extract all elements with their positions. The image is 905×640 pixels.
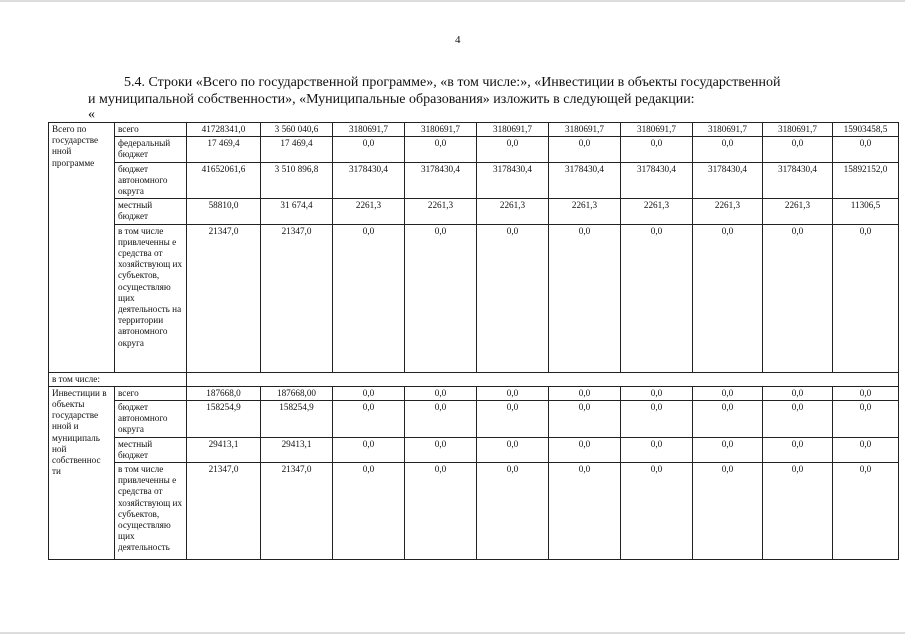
- total-section: [49, 123, 899, 373]
- open-quote: «: [88, 107, 95, 122]
- table-row: [49, 162, 899, 199]
- value-cell: 2261,3: [763, 199, 833, 224]
- row-name: местный бюджет: [115, 437, 187, 462]
- separator-empty: [187, 372, 899, 386]
- value-cell: 0,0: [333, 137, 405, 162]
- page-number: 4: [455, 34, 461, 46]
- table-row: [49, 199, 899, 224]
- value-cell: 3180691,7: [621, 123, 693, 137]
- value-cell: 3180691,7: [333, 123, 405, 137]
- value-cell: 0,0: [405, 401, 477, 438]
- scan-edge-top: [0, 0, 905, 2]
- scan-edge-bottom: [0, 632, 905, 634]
- table-row: [49, 463, 899, 560]
- value-cell: 0,0: [621, 386, 693, 400]
- value-cell: 0,0: [693, 463, 763, 560]
- value-cell: 0,0: [763, 224, 833, 372]
- budget-table: [48, 122, 899, 560]
- value-cell: 15892152,0: [833, 162, 899, 199]
- value-cell: 0,0: [405, 386, 477, 400]
- value-cell: 158254,9: [261, 401, 333, 438]
- value-cell: 0,0: [621, 401, 693, 438]
- table-row: [49, 372, 899, 386]
- value-cell: 0,0: [693, 437, 763, 462]
- value-cell: 0,0: [405, 437, 477, 462]
- value-cell: 0,0: [763, 386, 833, 400]
- value-cell: 21347,0: [261, 224, 333, 372]
- value-cell: 3180691,7: [693, 123, 763, 137]
- value-cell: 29413,1: [187, 437, 261, 462]
- value-cell: 0,0: [333, 437, 405, 462]
- value-cell: 0,0: [833, 224, 899, 372]
- value-cell: 0,0: [477, 386, 549, 400]
- value-cell: 41652061,6: [187, 162, 261, 199]
- separator-section: [49, 372, 899, 386]
- value-cell: 11306,5: [833, 199, 899, 224]
- value-cell: 0,0: [833, 386, 899, 400]
- value-cell: 2261,3: [621, 199, 693, 224]
- table-row: [49, 224, 899, 372]
- value-cell: 2261,3: [693, 199, 763, 224]
- row-name: в том числе привлеченны е средства от хозяйствующ их субъектов, осуществляю щих деятельность: [115, 463, 187, 560]
- value-cell: 0,0: [621, 437, 693, 462]
- row-name: федеральный бюджет: [115, 137, 187, 162]
- table-row: [49, 437, 899, 462]
- value-cell: 3178430,4: [549, 162, 621, 199]
- value-cell: 187668,00: [261, 386, 333, 400]
- value-cell: 0,0: [549, 224, 621, 372]
- value-cell: 0,0: [333, 463, 405, 560]
- value-cell: 0,0: [833, 437, 899, 462]
- value-cell: 58810,0: [187, 199, 261, 224]
- value-cell: 0,0: [477, 437, 549, 462]
- intro-line-2: и муниципальной собственности», «Муниципальные образования» изложить в следующей редакции:: [88, 92, 695, 107]
- value-cell: 0,0: [477, 463, 549, 560]
- table-row: [49, 386, 899, 400]
- value-cell: 2261,3: [477, 199, 549, 224]
- value-cell: 3 560 040,6: [261, 123, 333, 137]
- table-row: [49, 401, 899, 438]
- value-cell: 0,0: [621, 137, 693, 162]
- value-cell: 3180691,7: [477, 123, 549, 137]
- value-cell: 21347,0: [187, 224, 261, 372]
- value-cell: 3180691,7: [405, 123, 477, 137]
- value-cell: 15903458,5: [833, 123, 899, 137]
- row-name: всего: [115, 123, 187, 137]
- value-cell: 0,0: [405, 224, 477, 372]
- value-cell: 0,0: [833, 137, 899, 162]
- row-name: бюджет автономного округа: [115, 401, 187, 438]
- intro-line-1: 5.4. Строки «Всего по государственной программе», «в том числе:», «Инвестиции в объекты государственной: [124, 75, 781, 90]
- value-cell: 17 469,4: [187, 137, 261, 162]
- section-label-total: Всего по государстве нной программе: [49, 123, 115, 373]
- value-cell: 0,0: [549, 386, 621, 400]
- row-name: всего: [115, 386, 187, 400]
- value-cell: 0,0: [405, 463, 477, 560]
- value-cell: 0,0: [763, 401, 833, 438]
- separator-label: в том числе:: [49, 372, 187, 386]
- value-cell: 0,0: [621, 224, 693, 372]
- section-label-invest: Инвестиции в объекты государстве нной и муниципаль ной собственнос ти: [49, 386, 115, 559]
- value-cell: 3178430,4: [693, 162, 763, 199]
- value-cell: 41728341,0: [187, 123, 261, 137]
- value-cell: 2261,3: [405, 199, 477, 224]
- value-cell: 2261,3: [549, 199, 621, 224]
- value-cell: 0,0: [763, 437, 833, 462]
- value-cell: 158254,9: [187, 401, 261, 438]
- value-cell: 0,0: [477, 137, 549, 162]
- value-cell: 0,0: [549, 463, 621, 560]
- value-cell: 0,0: [621, 463, 693, 560]
- value-cell: 0,0: [693, 401, 763, 438]
- value-cell: 0,0: [549, 437, 621, 462]
- value-cell: 3 510 896,8: [261, 162, 333, 199]
- value-cell: 0,0: [405, 137, 477, 162]
- intro-paragraph: [88, 74, 868, 108]
- value-cell: 0,0: [333, 224, 405, 372]
- value-cell: 21347,0: [187, 463, 261, 560]
- value-cell: 2261,3: [333, 199, 405, 224]
- value-cell: 0,0: [763, 137, 833, 162]
- value-cell: 0,0: [833, 401, 899, 438]
- value-cell: 0,0: [333, 386, 405, 400]
- value-cell: 0,0: [693, 386, 763, 400]
- value-cell: 3178430,4: [333, 162, 405, 199]
- row-name: местный бюджет: [115, 199, 187, 224]
- table-row: [49, 123, 899, 137]
- value-cell: 3178430,4: [477, 162, 549, 199]
- row-name: бюджет автономного округа: [115, 162, 187, 199]
- value-cell: 0,0: [477, 401, 549, 438]
- value-cell: 3178430,4: [405, 162, 477, 199]
- value-cell: 0,0: [833, 463, 899, 560]
- value-cell: 0,0: [333, 401, 405, 438]
- value-cell: 17 469,4: [261, 137, 333, 162]
- value-cell: 3180691,7: [763, 123, 833, 137]
- value-cell: 0,0: [549, 401, 621, 438]
- value-cell: 3178430,4: [763, 162, 833, 199]
- value-cell: 0,0: [693, 137, 763, 162]
- value-cell: 0,0: [477, 224, 549, 372]
- value-cell: 3180691,7: [549, 123, 621, 137]
- row-name: в том числе привлеченны е средства от хозяйствующ их субъектов, осуществляю щих деятельность на территории автономного округа: [115, 224, 187, 372]
- table-row: [49, 137, 899, 162]
- value-cell: 31 674,4: [261, 199, 333, 224]
- value-cell: 187668,0: [187, 386, 261, 400]
- value-cell: 21347,0: [261, 463, 333, 560]
- value-cell: 29413,1: [261, 437, 333, 462]
- value-cell: 0,0: [763, 463, 833, 560]
- invest-section: [49, 386, 899, 559]
- value-cell: 3178430,4: [621, 162, 693, 199]
- value-cell: 0,0: [549, 137, 621, 162]
- value-cell: 0,0: [693, 224, 763, 372]
